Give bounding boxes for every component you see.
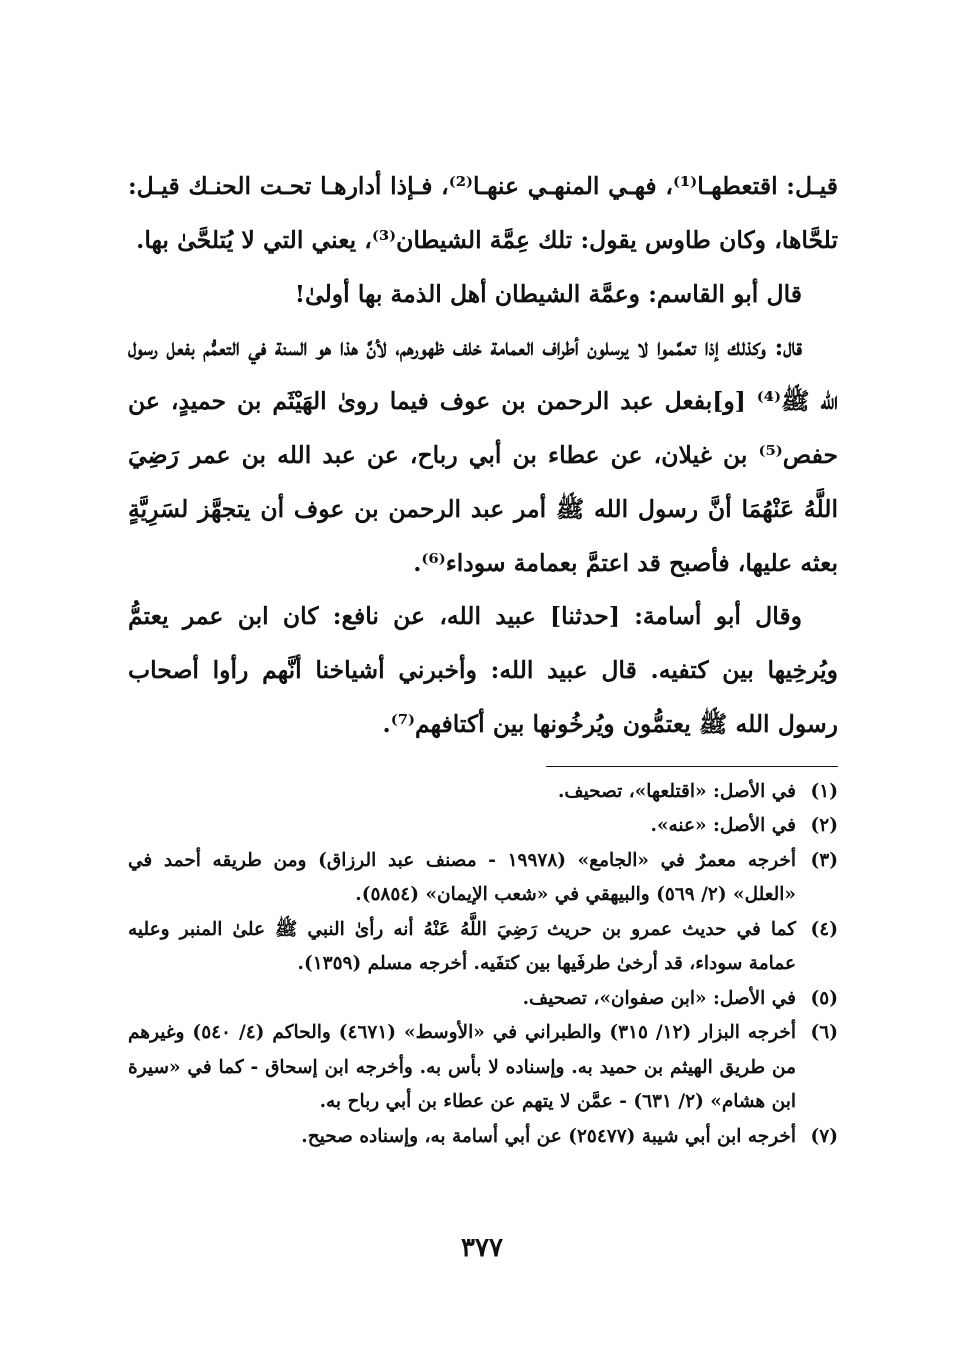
page-body: [128, 160, 838, 1290]
footnote-number: (٤): [810, 918, 838, 940]
footnote-text: أخرجه البزار (١٢/ ٣١٥) والطبراني في «الأوسط» (٤٦٧١) والحاكم (٤/ ٥٤٠) وغيرهم من طريق الهيثم بن حميد به. وإسناده لا بأس به. وأخرجه ابن إسحاق - كما في «سيرة ابن هشام» (٢/ ٦٣١) - عمَّن لا يتهم عن عطاء بن أبي رباح به.: [128, 1022, 797, 1113]
footnote-text: في الأصل: «اقتلعها»، تصحيف.: [557, 780, 796, 802]
footnotes: [128, 775, 838, 1155]
footnote-text: أخرجه ابن أبي شيبة (٢٥٤٧٧) عن أبي أسامة به، وإسناده صحيح.: [301, 1125, 796, 1147]
main-paragraph: قيـل: اقتعطهـا⁽¹⁾، فهـي المنهـي عنهـا⁽²⁾، فـإذا أدارهـا تحـت الحنـك قيـل: تلحَّاها، وكان طاوس يقول: تلك عِمَّة الشيطان⁽³⁾، يعني التي لا يُتلحَّىٰ بها.: [128, 172, 838, 254]
footnote-item: [128, 913, 838, 982]
footnote-number: (٥): [810, 987, 838, 1009]
footnote-item: [128, 809, 838, 844]
footnote-number: (٢): [810, 815, 838, 837]
page-number: ٣٧٧: [461, 1233, 503, 1263]
footnote-item: [128, 982, 838, 1017]
footnote-text: أخرجه معمرٌ في «الجامع» (١٩٩٧٨ - مصنف عبد الرزاق) ومن طريقه أحمد في «العلل» (٢/ ٥٦٩) والبيهقي في «شعب الإيمان» (٥٨٥٤).: [128, 849, 797, 906]
footnote-item: [128, 1016, 838, 1120]
footnote-item: [128, 1120, 838, 1155]
footnote-number: (٣): [810, 849, 838, 871]
footnote-number: (٧): [810, 1125, 838, 1147]
footnote-number: (٦): [810, 1022, 838, 1044]
footnote-item: [128, 775, 838, 810]
main-paragraph: وقال أبو أسامة: [حدثنا] عبيد الله، عن نافع: كان ابن عمر يعتمُّ ويُرخِيها بين كتفيه. قال عبيد الله: وأخبرني أشياخنا أنَّهم رأوا أصحاب رسول الله ﷺ يعتمُّون ويُرخُونها بين أكتافهم⁽⁷⁾.: [128, 602, 838, 738]
main-paragraph: قال: وكذلك إذا تعمَّموا لا يرسلون أطراف العمامة خلف ظهورهم، لأنَّ هذا هو السنة في التعمُّم بفعل رسول الله ﷺ⁽⁴⁾ [و]بفعل عبد الرحمن بن عوف فيما روىٰ الهَيْثَم بن حميدٍ، عن حفص⁽⁵⁾ بن غيلان، عن عطاء بن أبي رباح، عن عبد الله بن عمر رَضِيَ اللَّهُ عَنْهُمَا أنَّ رسول الله ﷺ أمر عبد الرحمن بن عوف أن يتجهَّز لسَرِيَّةٍ بعثه عليها، فأصبح قد اعتمَّ بعمامة سوداء⁽⁶⁾.: [128, 333, 838, 577]
footnote-separator: [546, 766, 838, 767]
footnote-text: في الأصل: «ابن صفوان»، تصحيف.: [522, 987, 796, 1009]
footnote-text: في الأصل: «عنه».: [650, 815, 796, 837]
main-text: [128, 160, 838, 752]
footnote-text: كما في حديث عمرو بن حريث رَضِيَ اللَّهُ عَنْهُ أنه رأىٰ النبي ﷺ علىٰ المنبر وعليه عمامة سوداء، قد أرخىٰ طرفَيها بين كتفَيه. أخرجه مسلم (١٣٥٩).: [128, 918, 796, 975]
footnote-number: (١): [810, 780, 838, 802]
footnote-item: [128, 844, 838, 913]
main-paragraph: قال أبو القاسم: وعمَّة الشيطان أهل الذمة بها أولىٰ!: [294, 279, 802, 308]
